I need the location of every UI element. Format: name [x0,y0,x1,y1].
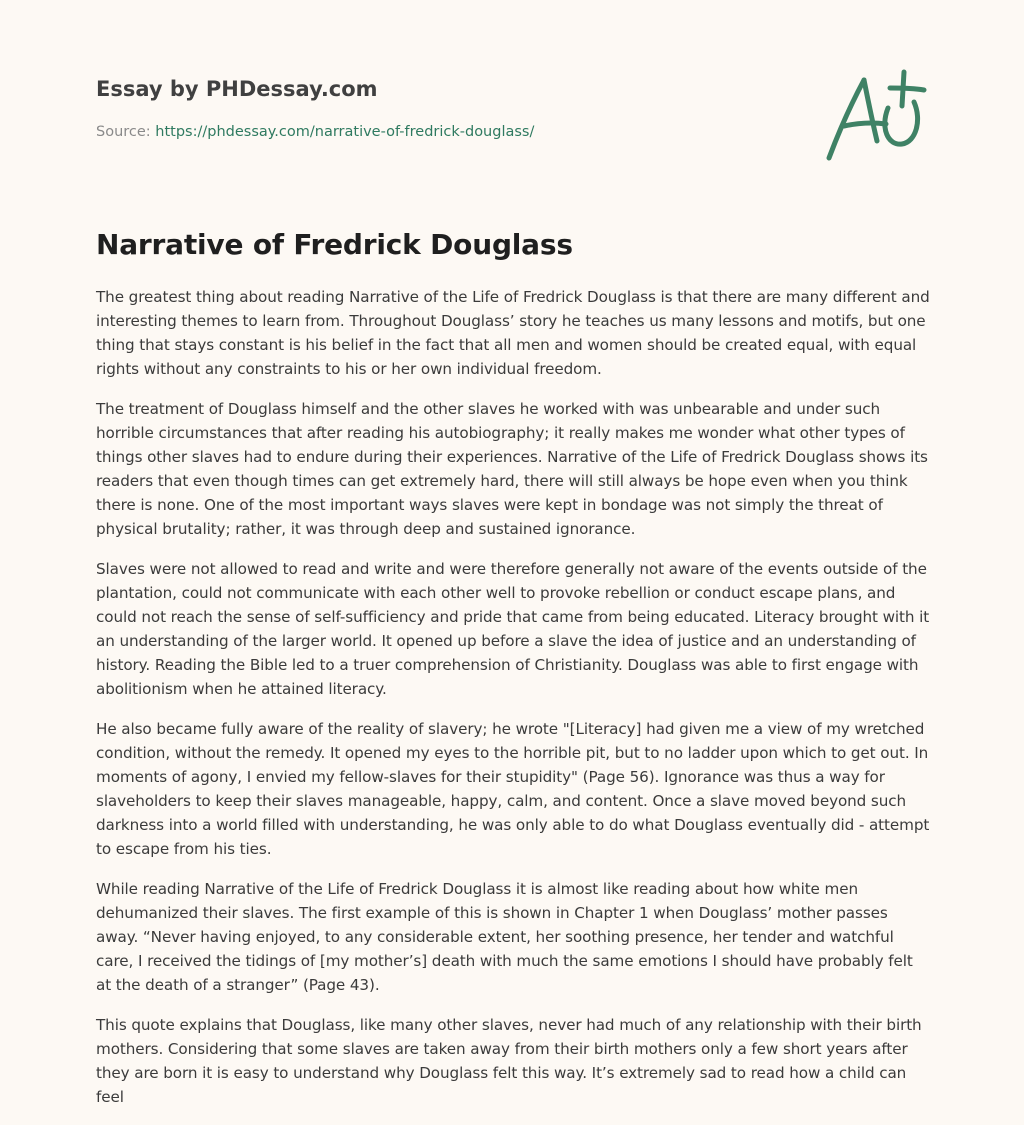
essay-paragraph: While reading Narrative of the Life of Fredrick Douglass it is almost like reading about how white men dehumanized their slaves. The first example of this is shown in Chapter 1 when Douglass’ mother passes away. “Never having enjoyed, to any considerable extent, her soothing presence, her tender and watchful care, I received the tidings of [my mother’s] death with much the same emotions I should have probably felt at the death of a stranger” (Page 43). [96,880,913,994]
source-link[interactable]: https://phdessay.com/narrative-of-fredrick-douglass/ [155,124,535,140]
a-plus-logo-icon [820,66,930,166]
essay-paragraph: Slaves were not allowed to read and write and were therefore generally not aware of the events outside of the plantation, could not communicate with each other well to provoke rebellion or conduct escape plans, and could not reach the sense of self-sufficiency and pride that came from being educated. Literacy brought with it an understanding of the larger world. It opened up before a slave the idea of justice and an understanding of history. Reading the Bible led to a truer comprehension of Christianity. Douglass was able to first engage with abolitionism when he attained literacy. [96,560,930,698]
source-line [96,122,796,142]
essay-paragraph: He also became fully aware of the reality of slavery; he wrote "[Literacy] had given me a view of my wretched condition, without the remedy. It opened my eyes to the horrible pit, but to no ladder upon which to get out. In moments of agony, I envied my fellow-slaves for their stupidity" (Page 56). Ignorance was thus a way for slaveholders to keep their slaves manageable, happy, calm, and content. Once a slave moved beyond such darkness into a world filled with understanding, he was only able to do what Douglass eventually did - attempt to escape from his ties. [96,720,930,858]
essay-paragraph: The greatest thing about reading Narrative of the Life of Fredrick Douglass is that there are many different and interesting themes to learn from. Throughout Douglass’ story he teaches us many lessons and motifs, but one thing that stays constant is his belief in the fact that all men and women should be created equal, with equal rights without any constraints to his or her own individual freedom. [96,288,930,378]
essay-title: Narrative of Fredrick Douglass [96,228,573,261]
source-label: Source: [96,124,151,140]
site-brand: Essay by PHDessay.com [96,77,378,101]
essay-paragraph: The treatment of Douglass himself and the other slaves he worked with was unbearable and under such horrible circumstances that after reading his autobiography; it really makes me wonder what other types of things other slaves had to endure during their experiences. Narrative of the Life of Fredrick Douglass shows its readers that even though times can get extremely hard, there will still always be hope even when you think there is none. One of the most important ways slaves were kept in bondage was not simply the threat of physical brutality; rather, it was through deep and sustained ignorance. [96,400,928,538]
essay-paragraph: This quote explains that Douglass, like many other slaves, never had much of any relationship with their birth mothers. Considering that some slaves are taken away from their birth mothers only a few short years after they are born it is easy to understand why Douglass felt this way. It’s extremely sad to read how a child can feel [96,1016,922,1106]
essay-content [96,226,932,1125]
page-header [96,74,796,142]
